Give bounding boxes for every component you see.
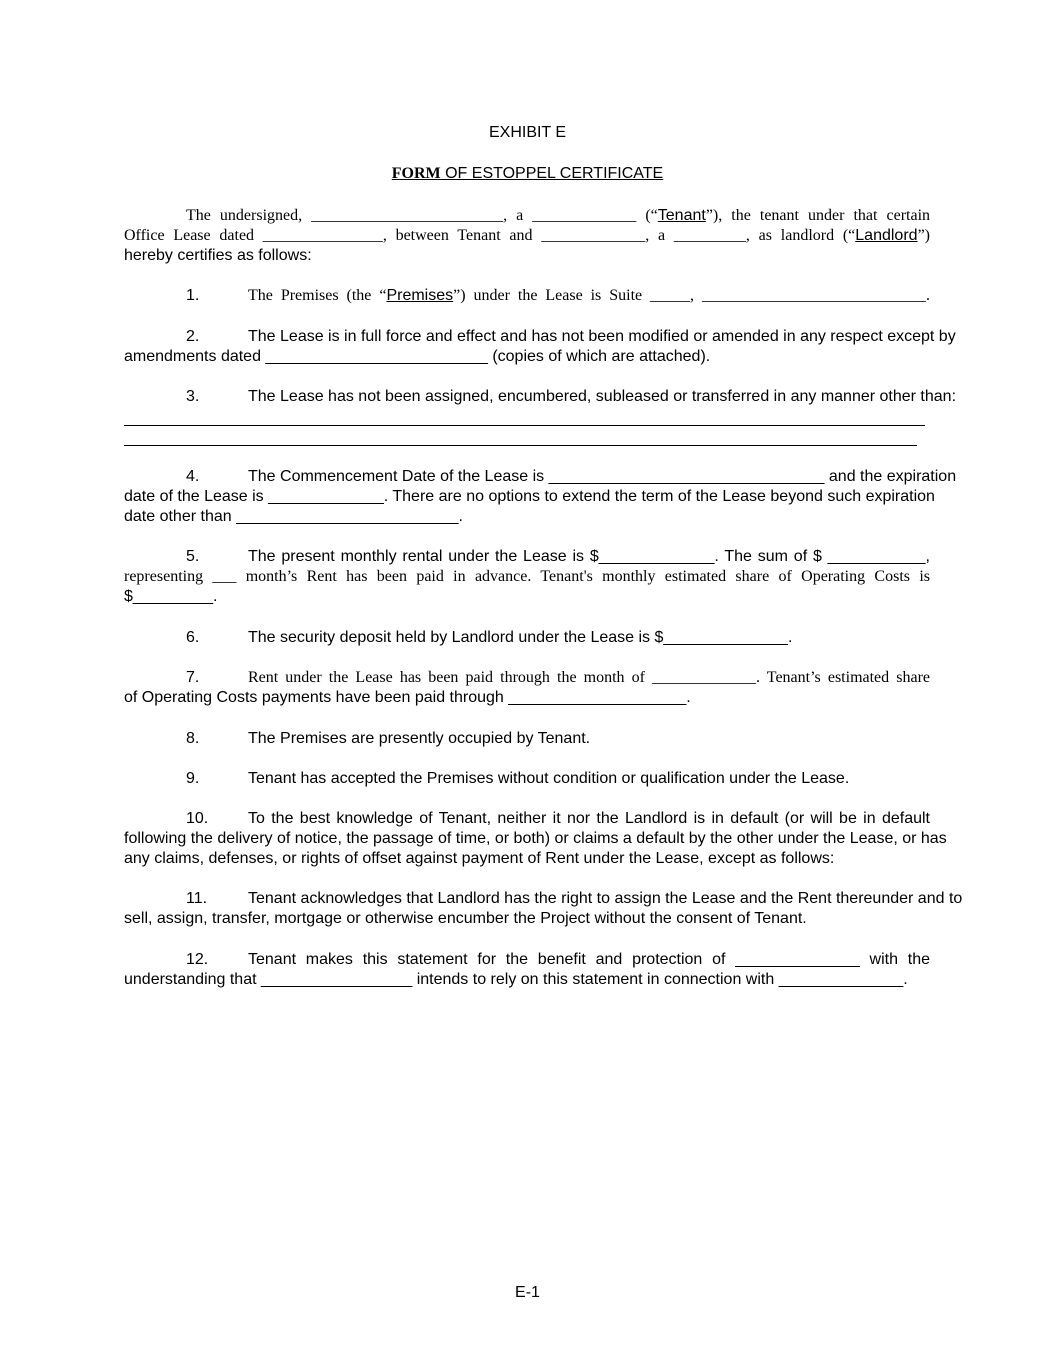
item-6-line-1: The security deposit held by Landlord under the Lease is $______________. [248, 629, 793, 646]
item-6-number: 6. [186, 629, 200, 646]
premises-defined-term: Premises [386, 287, 454, 304]
item-5-line-3: $_________. [124, 588, 218, 605]
item-10-line-2: following the delivery of notice, the passage of time, or both) or claims a default by the other under the Lease, or has [124, 830, 947, 847]
item-7-line-1: Rent under the Lease has been paid through the month of _____________. Tenant’s estimated share [248, 669, 930, 686]
item-7-number: 7. [186, 669, 200, 686]
item-2-line-2: amendments dated _________________________ (copies of which are attached). [124, 348, 711, 365]
item-4-line-2: date of the Lease is _____________. There are no options to extend the term of the Lease beyond such expiration [124, 488, 935, 505]
item-4-number: 4. [186, 468, 200, 485]
document-title [0, 165, 1055, 183]
item-9-line-1: Tenant has accepted the Premises without condition or qualification under the Lease. [248, 770, 850, 787]
item-5-line-1: The present monthly rental under the Lease is $_____________. The sum of $ ___________, [248, 548, 930, 565]
item-3-blank-line-2 [124, 445, 917, 446]
item-5-number: 5. [186, 548, 200, 565]
item-10-line-1: To the best knowledge of Tenant, neither it nor the Landlord is in default (or will be in default [248, 810, 930, 827]
item-1-line-1: The Premises (the “Premises”) under the Lease is Suite _____, ____________________________. [248, 287, 930, 304]
item-11-line-2: sell, assign, transfer, mortgage or otherwise encumber the Project without the consent of Tenant. [124, 910, 807, 927]
item-1-number: 1. [186, 287, 200, 304]
item-2-line-1: The Lease is in full force and effect and has not been modified or amended in any respect except by [248, 328, 956, 345]
item-10-number: 10. [186, 810, 209, 827]
intro-line-1: The undersigned, ________________________, a _____________ (“Tenant”), the tenant under that certain [186, 207, 931, 224]
item-2-number: 2. [186, 328, 200, 345]
item-11-line-1: Tenant acknowledges that Landlord has the right to assign the Lease and the Rent thereunder and to [248, 890, 963, 907]
title-rest: OF ESTOPPEL CERTIFICATE [440, 165, 664, 182]
item-11-number: 11. [186, 890, 208, 907]
item-4-line-3: date other than _________________________. [124, 508, 463, 525]
exhibit-heading: EXHIBIT E [488, 124, 567, 141]
item-5-line-2: representing ___ month’s Rent has been paid in advance. Tenant's monthly estimated share of Operating Costs is [124, 568, 930, 585]
landlord-defined-term: Landlord [855, 227, 918, 244]
item-3-line-1: The Lease has not been assigned, encumbered, subleased or transferred in any manner other than: [248, 388, 957, 405]
item-4-line-1: The Commencement Date of the Lease is _______________________________ and the expiration [248, 468, 957, 485]
item-3-blank-line-1 [124, 425, 925, 426]
item-12-number: 12. [186, 951, 209, 968]
item-9-number: 9. [186, 770, 200, 787]
item-10-line-3: any claims, defenses, or rights of offset against payment of Rent under the Lease, except as follows: [124, 850, 835, 867]
title-form-word: FORM [391, 165, 441, 182]
tenant-defined-term: Tenant [657, 207, 706, 224]
item-8-line-1: The Premises are presently occupied by Tenant. [248, 730, 591, 747]
intro-line-2: Office Lease dated _______________, between Tenant and _____________, a _________, as landlord (“Landlord”) [124, 227, 930, 244]
intro-line-3: hereby certifies as follows: [124, 247, 312, 264]
item-8-number: 8. [186, 730, 200, 747]
item-12-line-2: understanding that _________________ intends to rely on this statement in connection with ______________. [124, 971, 908, 988]
item-3-number: 3. [186, 388, 200, 405]
item-7-line-2: of Operating Costs payments have been paid through ____________________. [124, 689, 691, 706]
item-12-line-1: Tenant makes this statement for the benefit and protection of ______________ with the [248, 951, 930, 968]
page-number: E-1 [515, 1284, 540, 1301]
